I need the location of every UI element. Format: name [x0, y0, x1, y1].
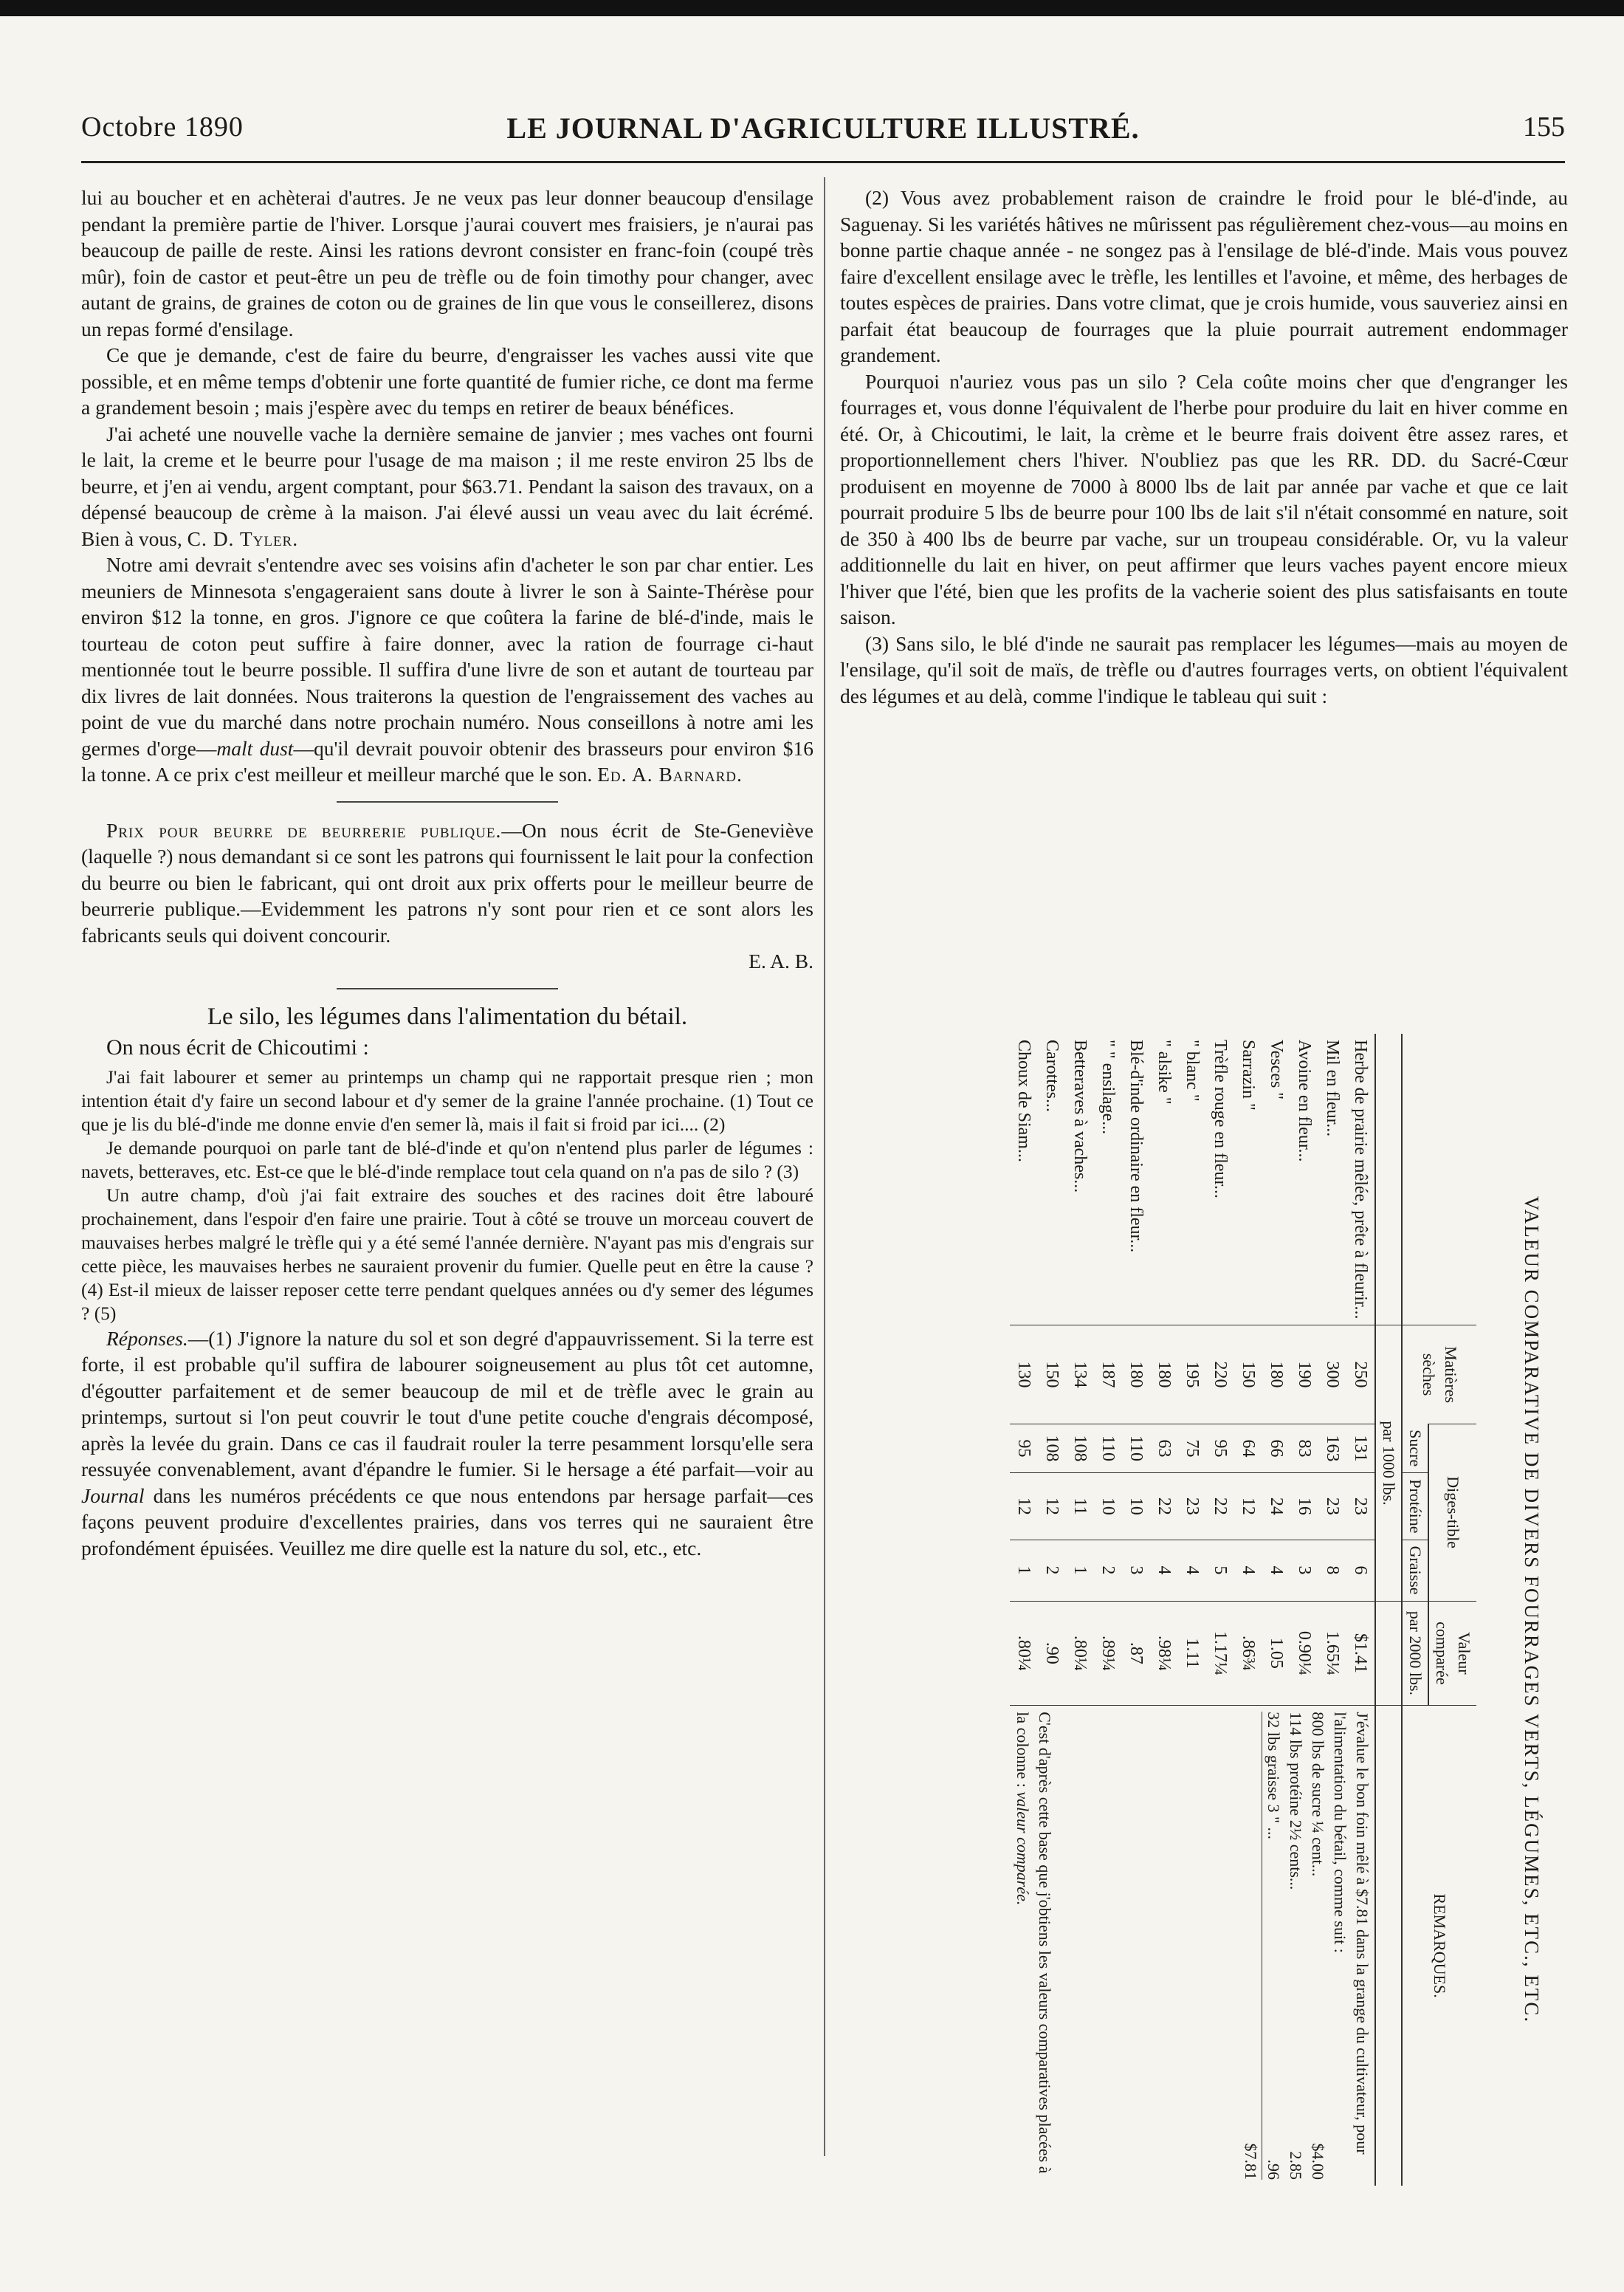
sucre-cell: 110 [1122, 1424, 1150, 1473]
col-header-remarques: REMARQUES. [1402, 1706, 1476, 2186]
answer-2: (2) Vous avez probablement raison de craindre le froid pour le blé-d'inde, au Saguenay. Si les variétés hâtives ne mûrissent pas régulièrement chez-vous—au moins en bonne partie chaque année - ne songez pas à l'ensilage de blé-d'inde. Mais vous pouvez faire d'excellent ensilage avec le trèfle, les lentilles et l'avoine, et même, des herbages de toutes espèces de prairies. Dans votre climat, que je crois humide, vous sauveriez ainsi en parfait état beaucoup de fourrages que la pluie pourrait autrement endommager grandement. [840, 186, 1568, 366]
remark-total: $7.81 [1242, 2143, 1260, 2180]
col-header-matieres: Matières sèches [1402, 1325, 1476, 1424]
matieres-cell: 180 [1262, 1325, 1290, 1424]
matieres-cell: 150 [1234, 1325, 1262, 1424]
silo-letter [81, 1066, 813, 1325]
matieres-cell: 250 [1346, 1325, 1375, 1424]
matieres-cell: 300 [1318, 1325, 1346, 1424]
valeur-cell: .86¾ [1234, 1601, 1262, 1706]
col-header-graisse: Graisse [1402, 1540, 1428, 1601]
right-column [840, 185, 1568, 709]
reply-text-tail: —qu'il devrait pouvoir obtenir des brasseurs pour environ $16 la tonne. A ce prix c'est meilleur et meilleur marché que le son. [81, 736, 813, 786]
proteine-cell: 22 [1150, 1473, 1178, 1540]
left-column [81, 185, 813, 1561]
sucre-cell: 95 [1010, 1424, 1038, 1473]
name: " blanc " [1183, 1040, 1202, 1102]
graisse-cell: 4 [1262, 1540, 1290, 1601]
section-separator [337, 988, 558, 989]
valeur-cell: 0.90¼ [1290, 1601, 1318, 1706]
matieres-cell: 180 [1122, 1325, 1150, 1424]
sucre-cell: 163 [1318, 1424, 1346, 1473]
prix-paragraph [81, 817, 813, 975]
remark-label: 32 lbs graisse 3 " ... [1265, 1712, 1283, 1839]
reply-text: Notre ami devrait s'entendre avec ses voisins afin d'acheter le son par char entier. Les meuniers de Minnesota s'engageraient sans doute à livrer le son à Sainte-Thérèse pour environ $12 la tonne, en gros. J'ignore ce que coûtera la farine de blé-d'inde, mais le tourteau de coton peut suffire à faire donner, avec la ration de fourrage ci-haut mentionnée tout le beurre possible. Il suffira d'une livre de son et autant de tourteau par dix livres de lait données. Nous traiterons la question de l'engraissement des vaches au point de vue du marché dans notre prochain numéro. Nous conseillons à notre ami les germes d'orge— [81, 553, 813, 760]
graisse-cell: 1 [1066, 1540, 1094, 1601]
silo-title: Le silo, les légumes dans l'alimentation du bétail. [207, 1003, 688, 1030]
proteine-cell: 16 [1290, 1473, 1318, 1540]
remark-line [1307, 1712, 1329, 2180]
graisse-cell: 4 [1150, 1540, 1178, 1601]
table-title: VALEUR COMPARATIVE DE DIVERS FOURRAGES VERTS, LÉGUMES, ETC., ETC. [1521, 1195, 1543, 2024]
silo-question: J'ai fait labourer et semer au printemps un champ qui ne rapportait presque rien ; mon intention était d'y faire un second labour et d'y semer de la graine l'année prochaine. (1) Tout ce que je lis du blé-d'inde me donne envie d'en semer là, mais il fait si froid par ici.... (2) [81, 1066, 813, 1135]
reply-signature: Ed. A. Barnard. [597, 763, 743, 786]
name: Vesces " [1267, 1040, 1286, 1100]
silo-answer [81, 1325, 813, 1562]
proteine-cell: 12 [1234, 1473, 1262, 1540]
remark-label: 114 lbs protéine 2½ cents... [1287, 1712, 1305, 1890]
matieres-cell: 187 [1094, 1325, 1122, 1424]
valeur-cell: .80¼ [1066, 1601, 1094, 1706]
proteine-cell: 10 [1122, 1473, 1150, 1540]
graisse-cell: 3 [1290, 1540, 1318, 1601]
proteine-cell: 23 [1178, 1473, 1206, 1540]
remark-value: $4.00 [1309, 2143, 1327, 2180]
name: " " ensilage... [1098, 1040, 1118, 1135]
valeur-cell: .90 [1038, 1601, 1066, 1706]
name: Carottes... [1042, 1040, 1062, 1112]
name: Betteraves à vaches... [1070, 1040, 1090, 1193]
table-grid [1010, 1034, 1476, 2186]
reply-emphasis: malt dust [216, 736, 294, 760]
valeur-cell: .87 [1122, 1601, 1150, 1706]
remark-line [1262, 1712, 1284, 2180]
name: Choux de Siam... [1014, 1040, 1033, 1162]
letter-paragraph: lui au boucher et en achèterai d'autres. Je ne veux pas leur donner beaucoup d'ensilage pendant la première partie de l'hiver. Lorsque j'aurai couvert mes fraisiers, je n'aurai pas beaucoup de paille de reste. Ainsi les rations devront consister en franc-foin (coupé très mûr), foin de castor et peut-être un peu de trèfle ou de foin timothy pour changer, avec autant de grains, de graines de coton ou de graines de lin que vous le conseillerez, disons un repas formé d'ensilage. [81, 186, 813, 340]
proteine-cell: 23 [1346, 1473, 1375, 1540]
sucre-cell: 64 [1234, 1424, 1262, 1473]
sucre-cell: 66 [1262, 1424, 1290, 1473]
matieres-cell: 130 [1010, 1325, 1038, 1424]
col-header-blank [1375, 1601, 1402, 1706]
col-header-per2000: par 2000 lbs. [1402, 1601, 1428, 1706]
answer-3: (3) Sans silo, le blé d'inde ne saurait pas remplacer les légumes—mais au moyen de l'ensilage, qu'il soit de maïs, de trèfle ou d'autres fourrages verts, on obtient l'équivalent des légumes et au delà, comme l'indique le tableau qui suit : [840, 631, 1568, 707]
silo-question: Un autre champ, d'où j'ai fait extraire des souches et des racines doit être labouré prochainement, dans l'espoir d'en faire une prairie. Tout à côté se trouve un morceau couvert de mauvaises herbes malgré le trèfle qui y a été semé l'année dernière. N'ayant pas mis d'engrais sur cette pièce, les mauvaises herbes ne sauraient provenir du fumier. Quelle peut en être la cause ? (4) Est-il mieux de laisser reposer cette terre pendant quelques années ou d'y semer des légumes ? (5) [81, 1184, 813, 1324]
letter-paragraph [81, 421, 813, 552]
answer-2b: Pourquoi n'auriez vous pas un silo ? Cela coûte moins cher que d'engranger les fourrages et, vous donne l'équivalent de l'herbe pour produire du lait en hiver comme en été. Or, à Chicoutimi, le lait, la crème et le beurre frais doivent être assez rares, et proportionnellement chers l'hiver. N'oubliez pas que les RR. DD. du Sacré-Cœur produisent en moyenne de 7000 à 8000 lbs de lait par année par vache et que ce lait pourrait produire 5 lbs de beurre pour 100 lbs de lait s'il n'était consommé en nature, soit de 350 à 400 lbs de beurre par vache, sur un troupeau considérable. Or, vu la valeur additionnelle du lait en hiver, on peut affirmer que leurs vaches payent encore mieux l'hiver que l'été, bien que les profits de la vacherie soient des plus satisfaisants en toute saison. [840, 369, 1568, 628]
silo-intro: On nous écrit de Chicoutimi : [106, 1035, 369, 1060]
sucre-cell: 108 [1066, 1424, 1094, 1473]
prix-title: Prix pour beurre de beurrerie publique. [106, 818, 502, 842]
col-header-blank [1375, 1034, 1402, 1325]
col-header-blank [1375, 1706, 1402, 2186]
col-header-fourrage [1402, 1034, 1476, 1325]
sucre-cell: 110 [1094, 1424, 1122, 1473]
valeur-cell: 1.05 [1262, 1601, 1290, 1706]
remark-text: J'évalue le bon foin mêlé à $7.81 dans la grange du cultivateur, pour l'alimentation du bétail, comme suit : [1331, 1712, 1372, 2155]
graisse-cell: 4 [1178, 1540, 1206, 1601]
valeur-cell: 1.65¼ [1318, 1601, 1346, 1706]
remarks-cell-2 [1010, 1706, 1178, 2186]
col-header-per1000: par 1000 lbs. [1375, 1325, 1402, 1601]
letter-paragraph: Ce que je demande, c'est de faire du beurre, d'engraisser les vaches aussi vite que possible, et en même temps d'obtenir une forte quantité de fumier riche, ce dont ma ferme a grandement besoin ; mais j'espère avec du temps en retirer de beaux bénéfices. [81, 343, 813, 419]
valeur-cell: $1.41 [1346, 1601, 1375, 1706]
name: Trèfle rouge en fleur... [1211, 1040, 1230, 1199]
reply-paragraph [81, 552, 813, 788]
name: Blé-d'inde ordinaire en fleur... [1126, 1040, 1146, 1253]
proteine-cell: 11 [1066, 1473, 1094, 1540]
remark-emphasis: valeur comparée. [1014, 1791, 1032, 1906]
matieres-cell: 190 [1290, 1325, 1318, 1424]
col-header-digestible: Diges-tible [1428, 1424, 1476, 1601]
answer-emphasis: Journal [81, 1483, 145, 1507]
name: Avoine en fleur... [1295, 1040, 1314, 1162]
letter-signature: C. D. Tyler. [187, 526, 299, 550]
valeur-cell: 1.11 [1178, 1601, 1206, 1706]
col-header-valeur: Valeur comparée [1428, 1601, 1476, 1706]
name: Herbe de prairie mêlée, prête à fleurir... [1351, 1040, 1370, 1320]
matieres-cell: 180 [1150, 1325, 1178, 1424]
graisse-cell: 3 [1122, 1540, 1150, 1601]
remark-value: .96 [1265, 2159, 1283, 2180]
table-body [1010, 1034, 1375, 2186]
sucre-cell: 95 [1206, 1424, 1234, 1473]
page-header [81, 111, 1565, 145]
valeur-cell: .89¼ [1094, 1601, 1122, 1706]
graisse-cell: 8 [1318, 1540, 1346, 1601]
sucre-cell: 75 [1178, 1424, 1206, 1473]
proteine-cell: 23 [1318, 1473, 1346, 1540]
valeur-cell: .98¼ [1150, 1601, 1178, 1706]
sucre-cell: 108 [1038, 1424, 1066, 1473]
letter-text: J'ai acheté une nouvelle vache la dernière semaine de janvier ; mes vaches ont fourni le lait, la creme et le beurre pour l'usage de ma maison ; il me reste environ 25 lbs de beurre, et j'en ai vendu, argent comptant, pour $63.71. Pendant la saison des travaux, on a dépensé beaucoup de crème à la maison. J'ai élevé aussi un veau avec du lait écrémé. Bien à vous, [81, 422, 813, 550]
col-header-sucre: Sucre [1402, 1424, 1428, 1473]
graisse-cell: 5 [1206, 1540, 1234, 1601]
name: Sarrazin " [1239, 1040, 1258, 1111]
valeur-cell: .80¼ [1010, 1601, 1038, 1706]
matieres-cell: 220 [1206, 1325, 1234, 1424]
remark-line [1284, 1712, 1307, 2180]
answer-label: Réponses. [106, 1326, 188, 1350]
matieres-cell: 134 [1066, 1325, 1094, 1424]
graisse-cell: 6 [1346, 1540, 1375, 1601]
answer-text-tail: dans les numéros précédents ce que nous entendons par hersage parfait—ces façons peuvent produire d'excellentes prairies, dans vos terres qui ne sauraient être profondément épuisées. Veuillez me dire quelle est la nature du sol, etc., etc. [81, 1483, 813, 1560]
sucre-cell: 83 [1290, 1424, 1318, 1473]
graisse-cell: 4 [1234, 1540, 1262, 1601]
valeur-cell: 1.17¼ [1206, 1601, 1234, 1706]
graisse-cell: 1 [1010, 1540, 1038, 1601]
prix-signature: E. A. B. [749, 950, 813, 972]
proteine-cell: 12 [1010, 1473, 1038, 1540]
answer-text: —(1) J'ignore la nature du sol et son degré d'appauvrissement. Si la terre est forte, il est probable qu'il suffira de labourer soigneusement au plus tôt cet automne, d'égoutter parfaitement et de semer beaucoup de mil et de trèfle avec le grain au printemps, surtout si l'on peut couvrir le tout d'une petite couche d'engrais décomposé, après la levée du grain. Dans ce cas il faudrait rouler la terre pesamment lorsqu'elle sera ressuyée convenablement, avant d'épandre le fumier. Si le hersage a été parfait—voir au [81, 1326, 813, 1480]
proteine-cell: 24 [1262, 1473, 1290, 1540]
header-journal-title: LE JOURNAL D'AGRICULTURE ILLUSTRÉ. [506, 111, 1140, 145]
proteine-cell: 12 [1038, 1473, 1066, 1540]
comparison-table-wrapper [849, 1026, 1558, 2193]
prix-body: —On nous écrit de Ste-Geneviève (laquelle ?) nous demandant si ce sont les patrons qui fournissent le lait pour la confection du beurre ou bien le fabricant, qui ont droit aux prix offerts pour le meilleur beurre de beurrerie publique.—Evidemment les patrons n'y sont pour rien et ce sont alors les fabricants seuls qui doivent concourir. [81, 818, 814, 947]
section-separator [337, 801, 558, 803]
silo-question: Je demande pourquoi on parle tant de blé-d'inde et qu'on n'entend plus parler de légumes : navets, betteraves, etc. Est-ce que le blé-d'inde remplace tout cela quand on n'a pas de silo ? (3) [81, 1136, 813, 1182]
comparison-table [849, 1026, 1558, 2193]
table-row [1346, 1034, 1375, 2186]
graisse-cell: 2 [1038, 1540, 1066, 1601]
header-rule [81, 161, 1565, 163]
proteine-cell: 22 [1206, 1473, 1234, 1540]
remarks-cell [1178, 1706, 1375, 2186]
table-row [1150, 1034, 1178, 2186]
remark-label: 800 lbs de sucre ¼ cent... [1309, 1712, 1327, 1877]
col-header-proteine: Protéine [1402, 1473, 1428, 1540]
header-page-number: 155 [1523, 111, 1565, 143]
top-border [0, 0, 1624, 16]
remark-text: C'est d'après cette base que j'obtiens les valeurs comparatives placées à la colonne : [1014, 1712, 1054, 2174]
proteine-cell: 10 [1094, 1473, 1122, 1540]
name: Mil en fleur... [1323, 1040, 1342, 1137]
name: " alsike " [1155, 1040, 1174, 1105]
header-date: Octobre 1890 [81, 111, 244, 143]
matieres-cell: 195 [1178, 1325, 1206, 1424]
matieres-cell: 150 [1038, 1325, 1066, 1424]
sucre-cell: 131 [1346, 1424, 1375, 1473]
sucre-cell: 63 [1150, 1424, 1178, 1473]
graisse-cell: 2 [1094, 1540, 1122, 1601]
remark-value: 2.85 [1287, 2151, 1305, 2180]
column-divider [824, 177, 825, 2156]
